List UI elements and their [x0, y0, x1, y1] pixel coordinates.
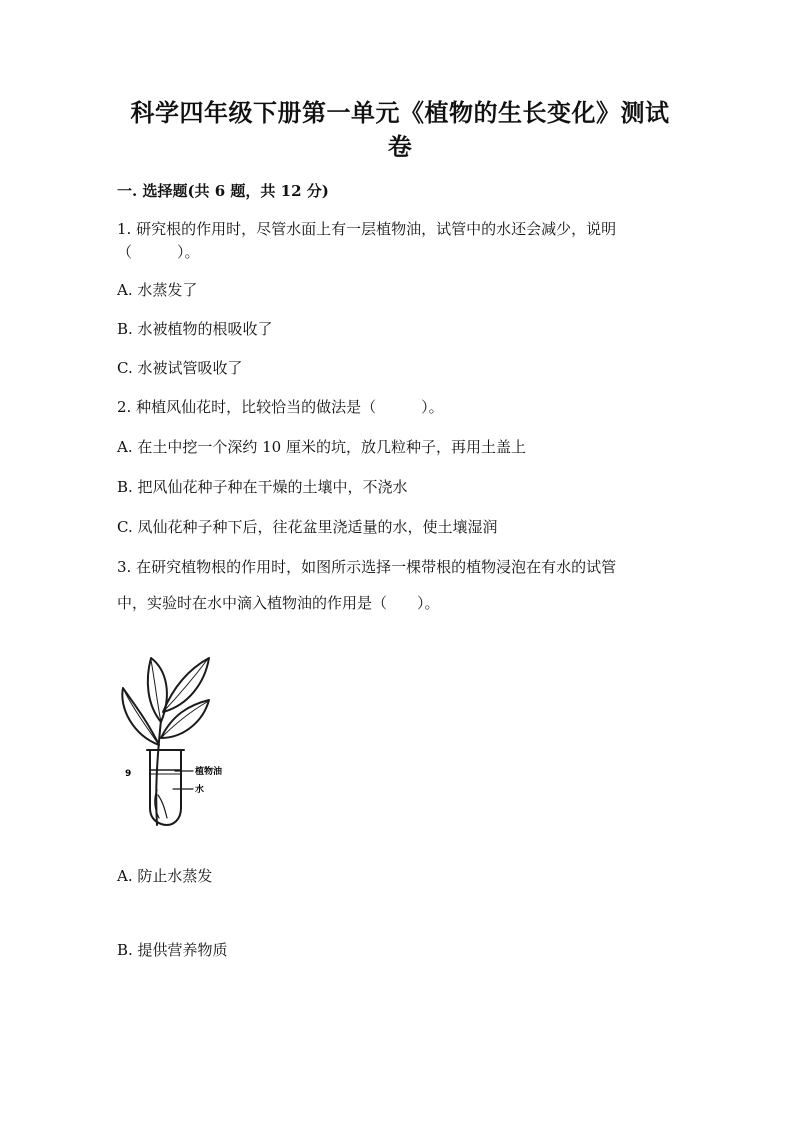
question-2-option-b: B. 把风仙花种子种在干燥的土壤中，不浇水 — [117, 478, 408, 496]
plant-stem — [156, 720, 161, 825]
figure-number: 9 — [125, 769, 132, 779]
leaf-top-left-vein — [151, 660, 161, 722]
question-1-option-c: C. 水被试管吸收了 — [117, 359, 243, 377]
label-water: 水 — [195, 785, 205, 795]
question-2-stem-line-1: 2. 种植风仙花时，比较恰当的做法是（ ）。 — [117, 398, 444, 416]
plant-test-tube-figure — [117, 650, 257, 830]
question-2-option-c: C. 凤仙花种子种下后，往花盆里浇适量的水，使土壤湿润 — [117, 518, 498, 536]
question-1-option-a: A. 水蒸发了 — [117, 281, 198, 299]
question-3-option-a: A. 防止水蒸发 — [117, 867, 213, 885]
section-heading: 一. 选择题(共 6 题，共 12 分) — [117, 182, 329, 200]
root-right — [158, 795, 167, 818]
question-3-stem-line-1: 3. 在研究植物根的作用时，如图所示选择一棵带根的植物浸泡在有水的试管 — [117, 558, 617, 576]
leaf-top-right-vein — [163, 660, 207, 712]
title-line-2: 卷 — [387, 132, 413, 161]
question-1-option-b: B. 水被植物的根吸收了 — [117, 320, 273, 338]
title-line-1: 科学四年级下册第一单元《植物的生长变化》测试 — [130, 98, 670, 127]
question-3-option-b: B. 提供营养物质 — [117, 941, 228, 959]
question-3-stem-line-2: 中，实验时在水中滴入植物油的作用是（ ）。 — [117, 594, 440, 612]
question-1-stem-line-1: 1. 研究根的作用时，尽管水面上有一层植物油，试管中的水还会减少，说明 — [117, 220, 617, 238]
question-2-option-a: A. 在土中挖一个深约 10 厘米的坑，放几粒种子，再用土盖上 — [117, 438, 526, 456]
page-title — [0, 96, 800, 164]
plant-in-test-tube-drawing — [117, 650, 257, 830]
label-vegetable-oil: 植物油 — [195, 767, 223, 777]
question-1-stem-line-2: （ ）。 — [117, 243, 200, 261]
